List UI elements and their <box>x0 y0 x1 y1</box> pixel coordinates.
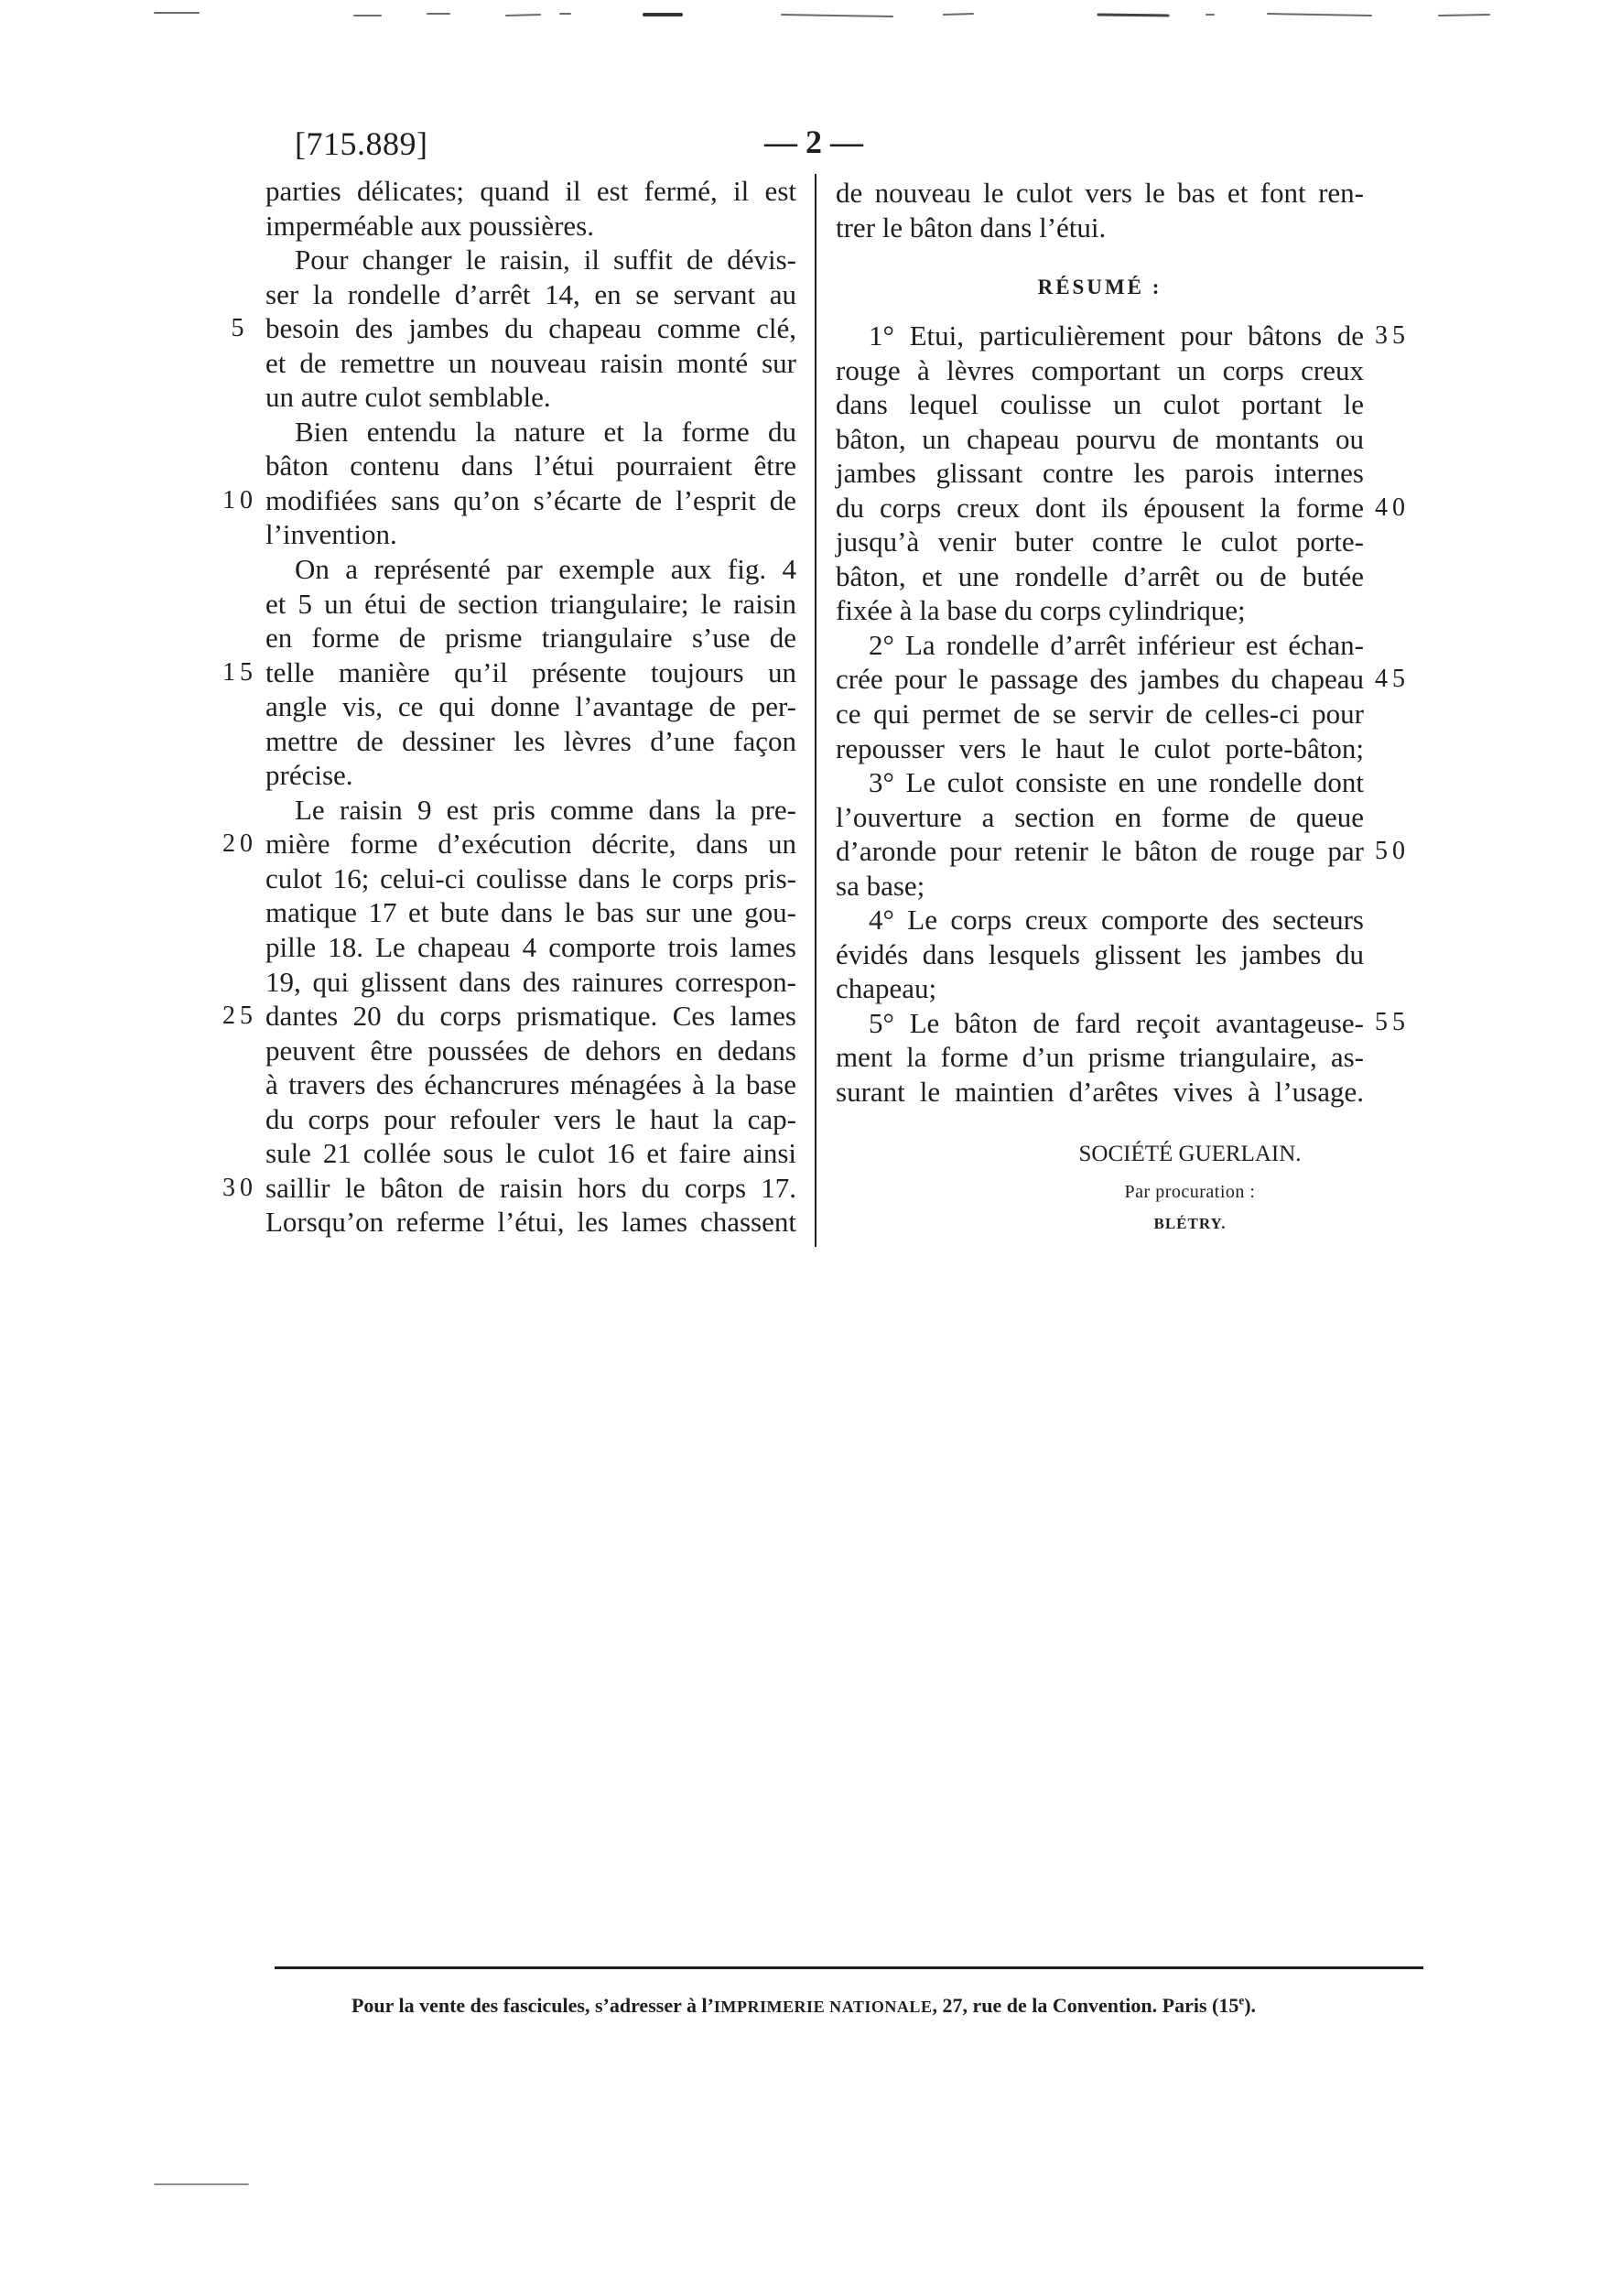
resume-line: crée pour le passage des jambes du chapeau <box>836 663 1364 696</box>
text-line: On a représenté par exemple aux fig. 4 <box>295 553 796 586</box>
text-line: matique 17 et bute dans le bas sur une gou- <box>265 896 796 929</box>
margin-line-number: 20 <box>222 829 257 859</box>
resume-line: d’aronde pour retenir le bâton de rouge par <box>836 835 1364 868</box>
margin-line-number: 5 <box>231 314 249 343</box>
text-line: imperméable aux poussières. <box>265 209 594 242</box>
text-line: précise. <box>265 759 353 792</box>
resume-line: l’ouverture a section en forme de queue <box>836 800 1364 833</box>
text-line: ser la rondelle d’arrêt 14, en se servant au <box>265 277 796 310</box>
resume-line: rouge à lèvres comportant un corps creux <box>836 353 1364 386</box>
text-line: mière forme d’exécution décrite, dans un <box>265 828 796 861</box>
margin-line-number: 50 <box>1375 836 1410 865</box>
resume-line: fixée à la base du corps cylindrique; <box>836 594 1246 627</box>
text-line: trer le bâton dans l’étui. <box>836 211 1107 244</box>
text-line: parties délicates; quand il est fermé, il est <box>265 175 796 207</box>
right-text-column <box>836 176 1364 244</box>
margin-line-number: 45 <box>1375 665 1410 693</box>
margin-line-number: 30 <box>222 1173 257 1202</box>
footer-sales-notice <box>0 1993 1607 2019</box>
page-number: — 2 — <box>764 124 863 160</box>
text-line: un autre culot semblable. <box>265 381 551 414</box>
resume-line: sa base; <box>836 869 925 902</box>
text-line: mettre de dessiner les lèvres d’une façon <box>265 724 796 757</box>
text-line: l’invention. <box>265 518 397 551</box>
text-line: et 5 un étui de section triangulaire; le raisin <box>265 587 796 620</box>
footer-rule <box>275 1966 1423 1969</box>
patent-number: [715.889] <box>295 125 428 162</box>
margin-line-number: 10 <box>222 485 257 514</box>
signature-agent: BLÉTRY. <box>1153 1215 1227 1232</box>
column-divider <box>815 174 816 1247</box>
text-line: sule 21 collée sous le culot 16 et faire ainsi <box>265 1137 796 1170</box>
text-line: dantes 20 du corps prismatique. Ces lames <box>265 1000 796 1033</box>
text-line: Bien entendu la nature et la forme du <box>295 415 796 448</box>
resume-line: surant le maintien d’arêtes vives à l’usage. <box>836 1076 1364 1109</box>
resume-section <box>836 319 1364 1110</box>
resume-line: 1° Etui, particulièrement pour bâtons de <box>869 319 1364 352</box>
resume-heading: RÉSUMÉ : <box>1037 276 1162 298</box>
left-text-column <box>265 174 796 1240</box>
footer-publisher: IMPRIMERIE NATIONALE <box>713 1998 933 2016</box>
text-line: pille 18. Le chapeau 4 comporte trois lames <box>265 931 796 964</box>
resume-line: bâton, et une rondelle d’arrêt ou de butée <box>836 559 1364 592</box>
text-line: en forme de prisme triangulaire s’use de <box>265 622 796 655</box>
resume-line: du corps creux dont ils épousent la forme <box>836 491 1364 524</box>
text-line: du corps pour refouler vers le haut la cap- <box>265 1102 796 1135</box>
footer-suffix: ). <box>1244 1994 1257 2017</box>
margin-line-number: 25 <box>222 1002 257 1031</box>
resume-line: dans lequel coulisse un culot portant le <box>836 388 1364 421</box>
text-line: Pour changer le raisin, il suffit de dévis- <box>295 244 796 276</box>
resume-line: 3° Le culot consiste en une rondelle dont <box>869 766 1364 799</box>
signature-company: SOCIÉTÉ GUERLAIN. <box>1078 1142 1302 1166</box>
text-line: besoin des jambes du chapeau comme clé, <box>265 312 796 345</box>
resume-line: jambes glissant contre les parois internes <box>836 457 1364 490</box>
resume-line: jusqu’à venir buter contre le culot porte- <box>836 525 1364 558</box>
margin-line-number: 40 <box>1375 493 1410 522</box>
footer-address: , 27, rue de la Convention. Paris (15 <box>932 1994 1239 2017</box>
text-line: et de remettre un nouveau raisin monté sur <box>265 346 796 379</box>
text-line: telle manière qu’il présente toujours un <box>265 655 796 688</box>
text-line: modifiées sans qu’on s’écarte de l’esprit de <box>265 483 796 516</box>
resume-line: ce qui permet de se servir de celles-ci pour <box>836 698 1364 731</box>
resume-line: ment la forme d’un prisme triangulaire, as- <box>836 1041 1364 1074</box>
resume-line: évidés dans lesquels glissent les jambes du <box>836 937 1364 970</box>
text-line: Le raisin 9 est pris comme dans la pre- <box>295 793 796 826</box>
text-line: de nouveau le culot vers le bas et font ren- <box>836 177 1364 209</box>
resume-line: 4° Le corps creux comporte des secteurs <box>869 904 1364 937</box>
resume-line: chapeau; <box>836 972 937 1005</box>
text-line: saillir le bâton de raisin hors du corps 17. <box>265 1171 796 1204</box>
resume-line: 2° La rondelle d’arrêt inférieur est échan- <box>869 628 1364 661</box>
resume-line: repousser vers le haut le culot porte-bâton; <box>836 731 1364 764</box>
signature-proxy-label: Par procuration : <box>1124 1182 1256 1202</box>
text-line: à travers des échancrures ménagées à la base <box>265 1068 796 1101</box>
margin-line-number: 55 <box>1375 1008 1410 1036</box>
text-line: culot 16; celui-ci coulisse dans le corps pris- <box>265 861 796 894</box>
text-line: peuvent être poussées de dehors en dedans <box>265 1034 796 1067</box>
footer-superscript: e <box>1238 1993 1245 2008</box>
text-line: 19, qui glissent dans des rainures correspon- <box>265 965 796 998</box>
margin-line-number: 35 <box>1375 321 1410 350</box>
text-line: bâton contenu dans l’étui pourraient être <box>265 449 796 482</box>
text-line: angle vis, ce qui donne l’avantage de per- <box>265 690 796 723</box>
resume-line: bâton, un chapeau pourvu de montants ou <box>836 422 1364 455</box>
text-line: Lorsqu’on referme l’étui, les lames chassent <box>265 1206 796 1239</box>
margin-line-number: 15 <box>222 657 257 687</box>
footer-prefix: Pour la vente des fascicules, s’adresser à l’ <box>351 1994 714 2017</box>
resume-line: 5° Le bâton de fard reçoit avantageuse- <box>869 1006 1364 1039</box>
